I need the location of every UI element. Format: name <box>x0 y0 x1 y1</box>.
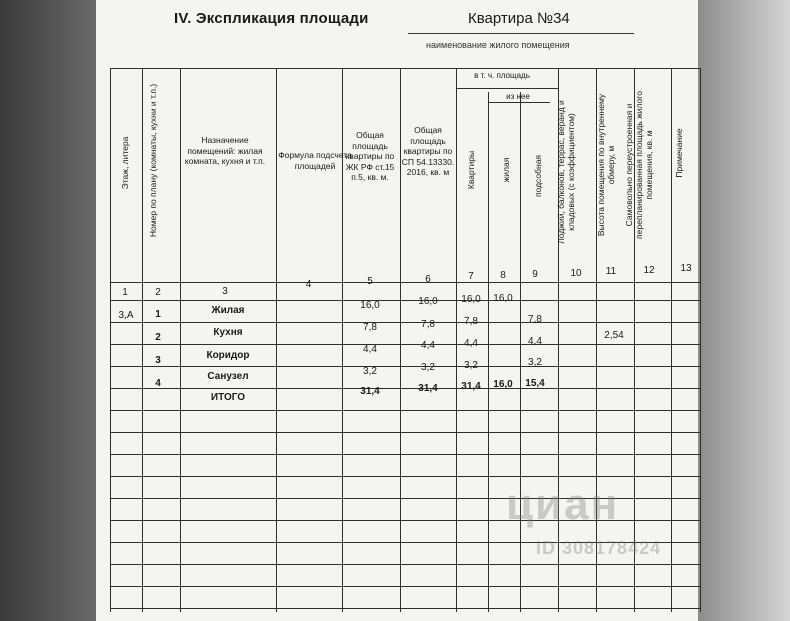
header-room-height: Высота помещения по внутреннему обмеру, м <box>596 93 616 237</box>
column-number: 9 <box>532 269 538 280</box>
row-auxiliary-area: 3,2 <box>528 357 542 368</box>
table-vertical-line <box>488 92 489 612</box>
row-living-area: 16,0 <box>493 293 513 304</box>
background-right <box>698 0 790 621</box>
row-number: 4 <box>155 378 161 389</box>
column-number: 7 <box>468 271 474 282</box>
column-number: 1 <box>122 287 128 298</box>
table-vertical-line <box>700 68 701 612</box>
table-horizontal-line <box>110 608 700 609</box>
row-auxiliary-area: 4,4 <box>528 336 542 347</box>
column-number: 4 <box>305 279 312 290</box>
total-label: ИТОГО <box>210 392 246 403</box>
column-number: 5 <box>367 276 373 287</box>
header-purpose: Назначение помещений: жилая комната, кухня и т.п. <box>184 135 266 166</box>
column-number: 12 <box>643 265 655 276</box>
row-area-sp: 16,0 <box>418 296 438 307</box>
row-area-zhk: 4,4 <box>363 344 377 355</box>
room-height-value: 2,54 <box>604 330 624 341</box>
row-room-name: Кухня <box>213 327 243 338</box>
row-number: 3 <box>155 355 161 366</box>
row-area-sp: 3,2 <box>421 362 435 373</box>
header-plan-number: Номер по плану (комнаты, кухни и т.п.) <box>148 83 158 238</box>
table-vertical-line <box>520 92 521 612</box>
header-formula: Формула подсчета площадей <box>278 150 352 171</box>
table-horizontal-line <box>110 410 700 411</box>
table-horizontal-line <box>110 476 700 477</box>
row-apartment-area: 4,4 <box>464 338 478 349</box>
table-horizontal-line <box>110 68 700 69</box>
header-apartment-area: Квартиры <box>466 150 476 190</box>
table-horizontal-line <box>110 586 700 587</box>
table-horizontal-line <box>110 454 700 455</box>
row-apartment-area: 7,8 <box>464 316 478 327</box>
watermark-id: ID 308178424 <box>536 538 662 558</box>
column-number: 6 <box>425 274 431 285</box>
row-number: 1 <box>155 309 161 320</box>
column-number: 13 <box>680 263 692 274</box>
row-area-zhk: 3,2 <box>363 366 377 377</box>
table-horizontal-line <box>110 432 700 433</box>
total-living-area: 16,0 <box>493 379 513 390</box>
page-title: IV. Экспликация площади <box>174 10 369 27</box>
row-room-name: Жилая <box>211 305 245 316</box>
row-room-name: Санузел <box>207 371 249 382</box>
row-area-sp: 4,4 <box>421 340 435 351</box>
header-note: Примечание <box>674 128 684 178</box>
row-apartment-area: 16,0 <box>461 294 481 305</box>
table-horizontal-line <box>456 88 558 89</box>
row-room-name: Коридор <box>206 350 250 361</box>
total-apartment-area: 31,4 <box>461 381 481 392</box>
total-auxiliary-area: 15,4 <box>525 378 545 389</box>
column-number: 8 <box>500 270 506 281</box>
header-of-which: из нее <box>506 92 530 101</box>
row-area-zhk: 16,0 <box>360 300 380 311</box>
row-floor: 3,А <box>118 310 134 321</box>
header-floor: Этаж, литера <box>120 136 130 190</box>
background-left <box>0 0 96 621</box>
header-living-area: жилая <box>501 157 511 183</box>
apartment-caption: наименование жилого помещения <box>426 40 570 50</box>
header-auxiliary-area: подсобная <box>533 154 543 198</box>
row-number: 2 <box>155 332 161 343</box>
column-number: 3 <box>222 286 228 297</box>
watermark-logo: циан <box>506 480 620 529</box>
document-page <box>96 0 698 621</box>
column-number: 2 <box>155 287 161 298</box>
header-total-area-zhk: Общая площадь квартиры по ЖК РФ ст.15 п.5, кв. м. <box>345 130 395 182</box>
apartment-underline <box>408 33 634 34</box>
header-unauthorized-area: Самовольно переустроенная и перепланированная площадь жилого помещения, кв. м <box>624 91 654 239</box>
column-number: 10 <box>570 268 582 279</box>
header-total-area-sp: Общая площадь квартиры по СП 54.13330. 2016, кв. м <box>401 125 455 177</box>
total-area-zhk: 31,4 <box>360 386 380 397</box>
table-horizontal-line <box>110 564 700 565</box>
row-area-sp: 7,8 <box>421 319 435 330</box>
apartment-title: Квартира №34 <box>468 10 570 27</box>
total-area-sp: 31,4 <box>418 383 438 394</box>
column-number: 11 <box>605 266 617 277</box>
row-auxiliary-area: 7,8 <box>528 314 542 325</box>
row-apartment-area: 3,2 <box>464 360 478 371</box>
header-incl-area: в т. ч. площадь <box>474 71 530 80</box>
header-loggias: Лоджий, балконов, террас, веранд и кладовых (с коэффициентом) <box>556 100 576 244</box>
table-vertical-line <box>110 68 111 612</box>
row-area-zhk: 7,8 <box>363 322 377 333</box>
table-vertical-line <box>671 68 672 612</box>
